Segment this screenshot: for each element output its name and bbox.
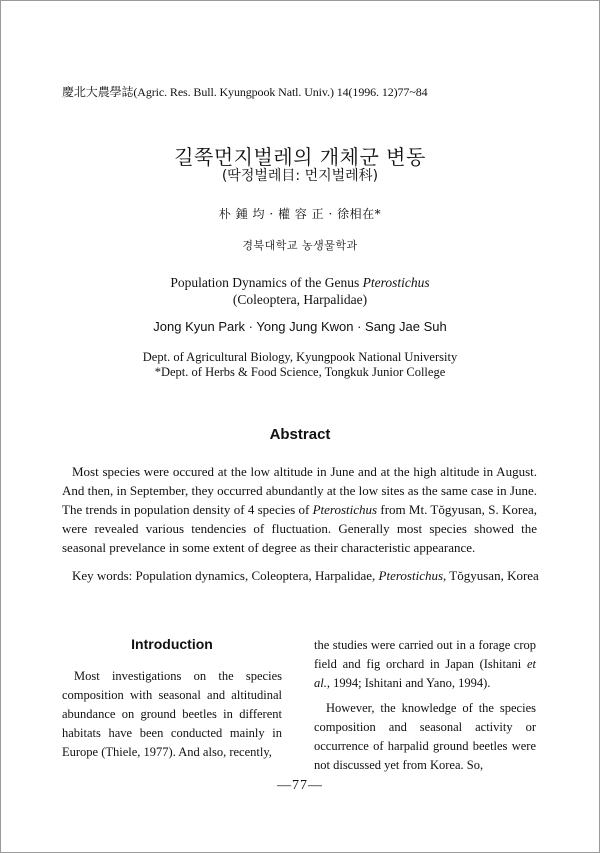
department-1: Dept. of Agricultural Biology, Kyungpook National University xyxy=(142,350,458,364)
department-2: *Dept. of Herbs & Food Science, Tongkuk Junior College xyxy=(154,365,446,379)
subtitle-korean: (딱정벌레目: 먼지벌레科) xyxy=(221,168,379,184)
abstract-text-1: Most species were occured at the low altitude in June and at the high altitude in August. And then, in September, they occurred abundantly at the low sites as the same case in June. The trends in population density of 4 species of xyxy=(62,464,537,517)
abstract-genus: Pterostichus xyxy=(312,502,378,517)
title-english-subtitle: (Coleoptera, Harpalidae) xyxy=(232,292,368,307)
title-english xyxy=(0,275,600,291)
keywords xyxy=(72,568,539,584)
keywords-suffix: , Tŏgyusan, Korea xyxy=(443,568,539,583)
authors-english: Jong Kyun Park · Yong Jung Kwon · Sang Jae Suh xyxy=(153,319,447,334)
abstract-heading: Abstract xyxy=(269,426,331,443)
introduction-left-column xyxy=(62,667,282,762)
title-korean: 길쭉먼지벌레의 개체군 변동 xyxy=(174,145,426,169)
keywords-prefix: Key words: Population dynamics, Coleoptera, Harpalidae, xyxy=(72,568,379,583)
introduction-heading: Introduction xyxy=(131,636,213,652)
authors-korean: 朴 鍾 均 · 權 容 正 · 徐相在* xyxy=(218,207,382,221)
journal-citation: 慶北大農學誌(Agric. Res. Bull. Kyungpook Natl. Univ.) 14(1996. 12)77~84 xyxy=(62,85,428,99)
title-english-text: Population Dynamics of the Genus xyxy=(170,275,363,290)
introduction-paragraph-1: Most investigations on the species composition with seasonal and altitudinal abundance on ground beetles in different habitats have been conducted mainly in Europe (Thiele, 1977). And also, recently, xyxy=(62,669,282,759)
introduction-paragraph-3: However, the knowledge of the species composition and seasonal activity or occurrence of harpalid ground beetles were not discussed yet from Korea. So, xyxy=(314,701,536,772)
title-english-genus: Pterostichus xyxy=(362,275,430,290)
introduction-paragraph-2 xyxy=(314,636,536,693)
introduction-right-column xyxy=(314,636,536,781)
intro-et-al: et al. xyxy=(314,657,536,690)
keywords-genus: Pterostichus xyxy=(378,568,444,583)
abstract-body xyxy=(62,462,537,557)
page-number: —77— xyxy=(277,778,323,793)
intro-text-a: the studies were carried out in a forage crop field and fig orchard in Japan (Ishitani xyxy=(314,638,536,671)
abstract-text-2: from Mt. Tŏgyusan, S. Korea, were revealed various tendencies of fluctuation. Generally most species showed the seasonal prevelance in some extent of degree as their characteristic appearance. xyxy=(62,502,537,555)
intro-text-b: , 1994; Ishitani and Yano, 1994). xyxy=(326,676,491,690)
affiliation-korean: 경북대학교 농생물학과 xyxy=(242,239,358,252)
